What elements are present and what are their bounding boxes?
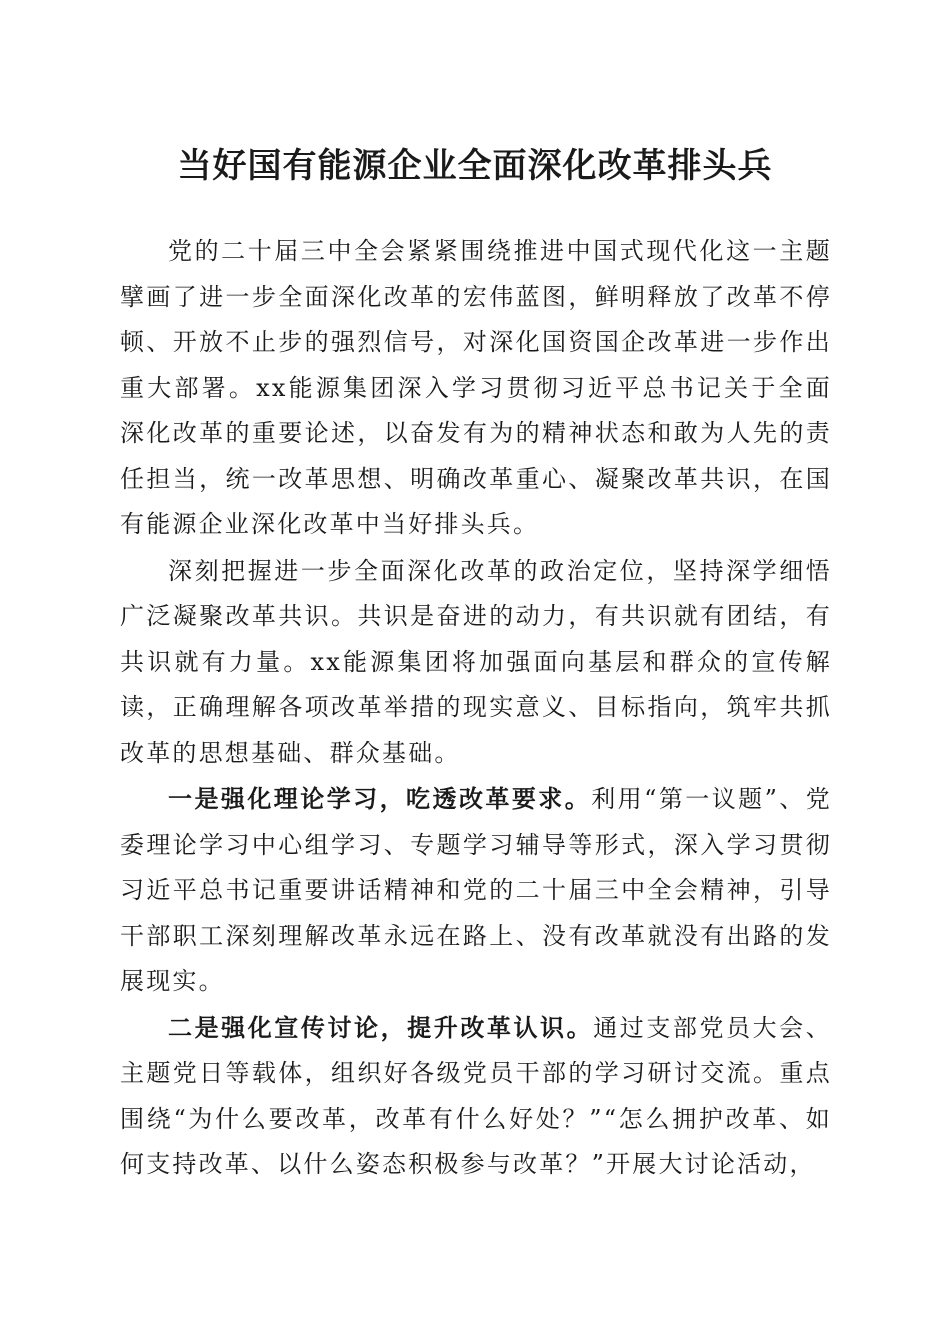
paragraph-theory-study <box>120 776 832 1005</box>
paragraph-publicity <box>120 1005 832 1188</box>
paragraph-consensus <box>120 548 832 777</box>
document-title: 当好国有能源企业全面深化改革排头兵 <box>177 146 773 186</box>
paragraph-text: 党的二十届三中全会紧紧围绕推进中国式现代化这一主题擘画了进一步全面深化改革的宏伟蓝图，鲜明释放了改革不停顿、开放不止步的强烈信号，对深化国资国企改革进一步作出重大部署。xx能源集团深入学习贯彻习近平总书记关于全面深化改革的重要论述，以奋发有为的精神状态和敢为人先的责任担当，统一改革思想、明确改革重心、凝聚改革共识，在国有能源企业深化改革中当好排头兵。 <box>120 237 832 538</box>
paragraph-text: 利用“第一议题”、党委理论学习中心组学习、专题学习辅导等形式，深入学习贯彻习近平总书记重要讲话精神和党的二十届三中全会精神，引导干部职工深刻理解改革永远在路上、没有改革就没有出路的发展现实。 <box>120 785 832 995</box>
paragraph-intro <box>120 228 832 548</box>
paragraph-text: 深刻把握进一步全面深化改革的政治定位，坚持深学细悟广泛凝聚改革共识。共识是奋进的动力，有共识就有团结，有共识就有力量。xx能源集团将加强面向基层和群众的宣传解读，正确理解各项改革举措的现实意义、目标指向，筑牢共抓改革的思想基础、群众基础。 <box>120 556 832 767</box>
paragraph-text: 通过支部党员大会、主题党日等载体，组织好各级党员干部的学习研讨交流。重点围绕“为什么要改革，改革有什么好处？”“怎么拥护改革、如何支持改革、以什么姿态积极参与改革？”开展大讨论活动， <box>120 1013 832 1178</box>
paragraph-lead: 一是强化理论学习，吃透改革要求。 <box>168 784 592 813</box>
document-body <box>120 228 832 1188</box>
paragraph-lead: 二是强化宣传讨论，提升改革认识。 <box>168 1012 594 1042</box>
